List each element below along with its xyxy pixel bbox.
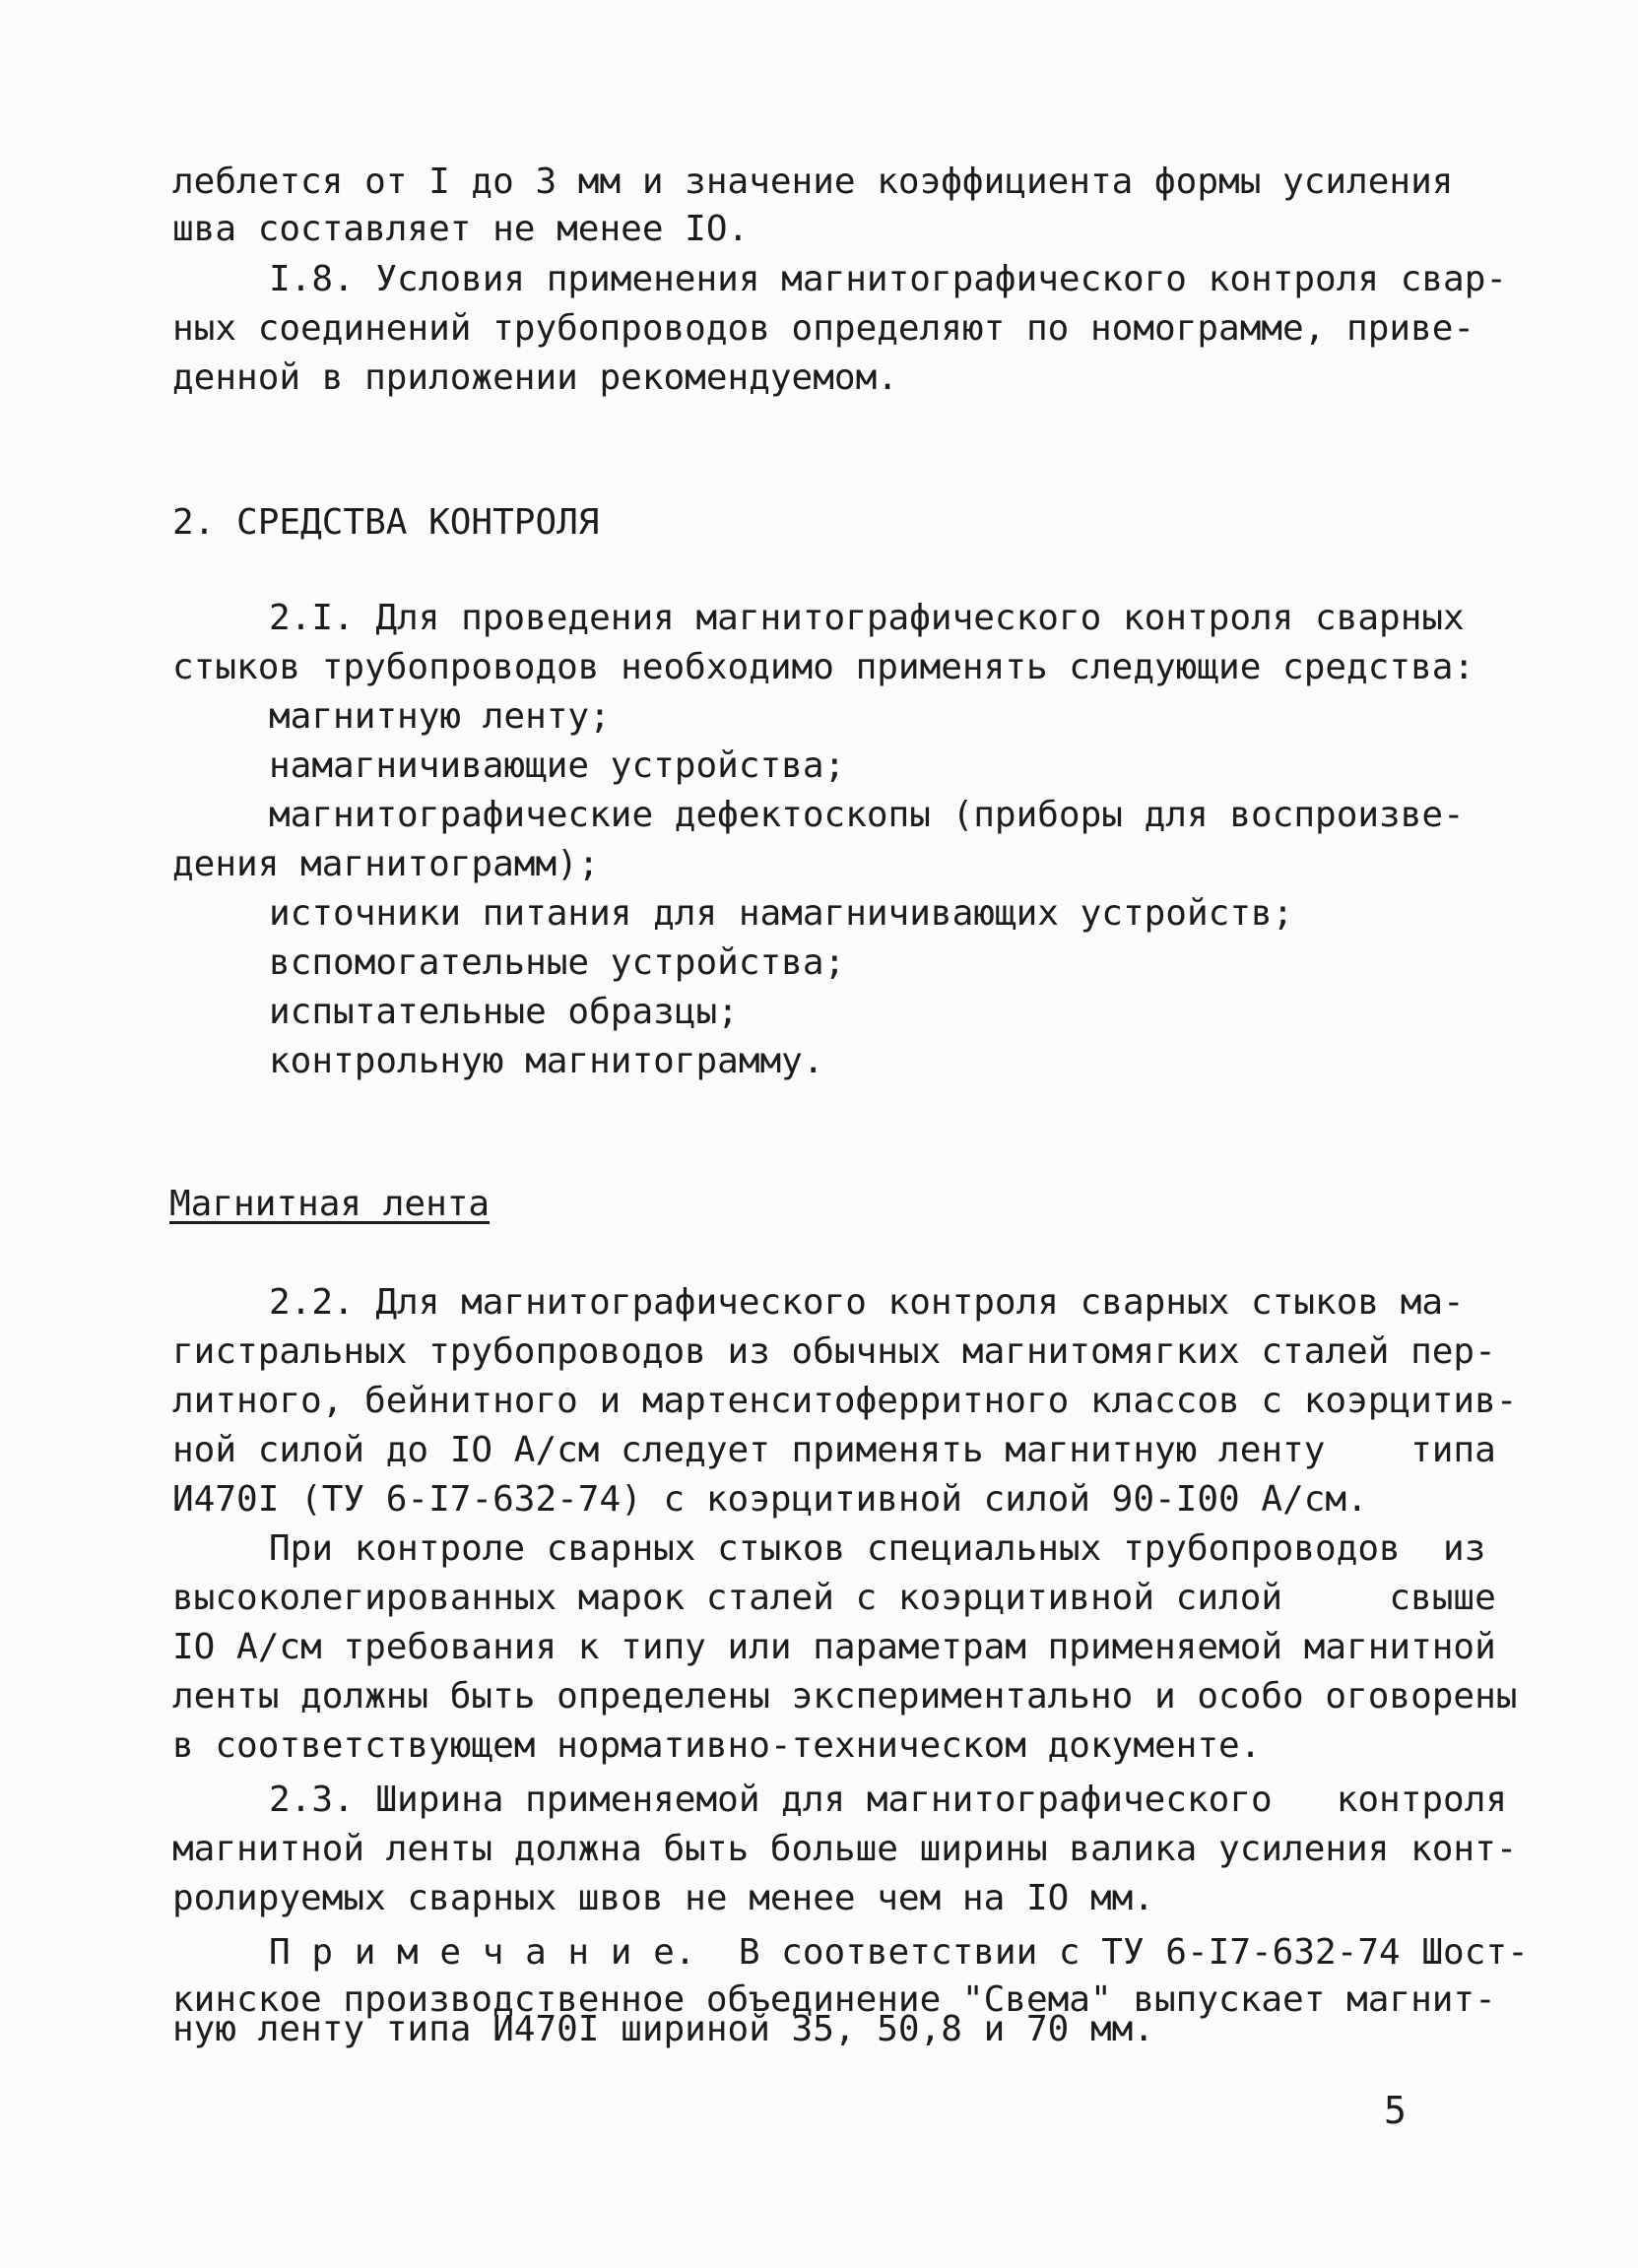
- text-line: ной силой до IO А/см следует применять магнитную ленту типа: [172, 1430, 1496, 1470]
- paragraph-1-8: I.8. Условия применения магнитографического контроля свар-: [269, 259, 1508, 299]
- text-line: ролируемых сварных швов не менее чем на IO мм.: [172, 1878, 1154, 1918]
- text-line: IO А/см требования к типу или параметрам применяемой магнитной: [172, 1627, 1496, 1667]
- note: П р и м е ч а н и е. В соответствии с ТУ 6-I7-632-74 Шост-: [269, 1932, 1529, 1973]
- page-number: 5: [1384, 2089, 1407, 2132]
- text-line: ных соединений трубопроводов определяют по номограмме, приве-: [172, 308, 1475, 349]
- text-line: магнитной ленты должна быть больше ширины валика усиления конт-: [172, 1829, 1518, 1869]
- paragraph-2-2: 2.2. Для магнитографического контроля сварных стыков ма-: [269, 1282, 1465, 1323]
- text-line: ленты должны быть определены экспериментально и особо оговорены: [172, 1676, 1518, 1717]
- paragraph-2-3: 2.3. Ширина применяемой для магнитографического контроля: [269, 1780, 1508, 1820]
- note-line: кинское производственное объединение "Свема" выпускает магнит-: [172, 1979, 1496, 2020]
- list-item: источники питания для намагничивающих устройств;: [269, 893, 1294, 934]
- list-item: вспомогательные устройства;: [269, 942, 846, 983]
- list-item: контрольную магнитограмму.: [269, 1041, 824, 1081]
- section-heading: 2. СРЕДСТВА КОНТРОЛЯ: [172, 502, 600, 543]
- subsection-heading: Магнитная лента: [169, 1184, 491, 1224]
- text-line: литного, бейнитного и мартенситоферритного классов с коэрцитив-: [172, 1381, 1518, 1421]
- text-line: шва составляет не менее IO.: [172, 209, 750, 249]
- text-line: стыков трубопроводов необходимо применять следующие средства:: [172, 647, 1475, 687]
- list-item: испытательные образцы;: [269, 992, 739, 1032]
- text-line: высоколегированных марок сталей с коэрцитивной силой свыше: [172, 1578, 1496, 1618]
- text-line: леблется от I до 3 мм и значение коэффициента формы усиления: [172, 162, 1454, 202]
- text-line: И470I (ТУ 6-I7-632-74) с коэрцитивной силой 90-I00 А/см.: [172, 1479, 1368, 1520]
- paragraph-2-1: 2.I. Для проведения магнитографического контроля сварных: [269, 598, 1465, 638]
- paragraph-text: При контроле сварных стыков специальных трубопроводов из: [269, 1528, 1486, 1569]
- list-item: магнитную ленту;: [269, 696, 611, 737]
- list-item: намагничивающие устройства;: [269, 745, 846, 786]
- note-line: ную ленту типа И470I шириной 35, 50,8 и 70 мм.: [172, 2009, 1154, 2049]
- text-line: денной в приложении рекомендуемом.: [172, 357, 898, 398]
- list-item: магнитографические дефектоскопы (приборы для воспроизве-: [269, 795, 1465, 835]
- list-item-continuation: дения магнитограмм);: [172, 844, 600, 884]
- text-line: в соответствующем нормативно-техническом документе.: [172, 1725, 1262, 1766]
- text-line: гистральных трубопроводов из обычных магнитомягких сталей пер-: [172, 1331, 1496, 1372]
